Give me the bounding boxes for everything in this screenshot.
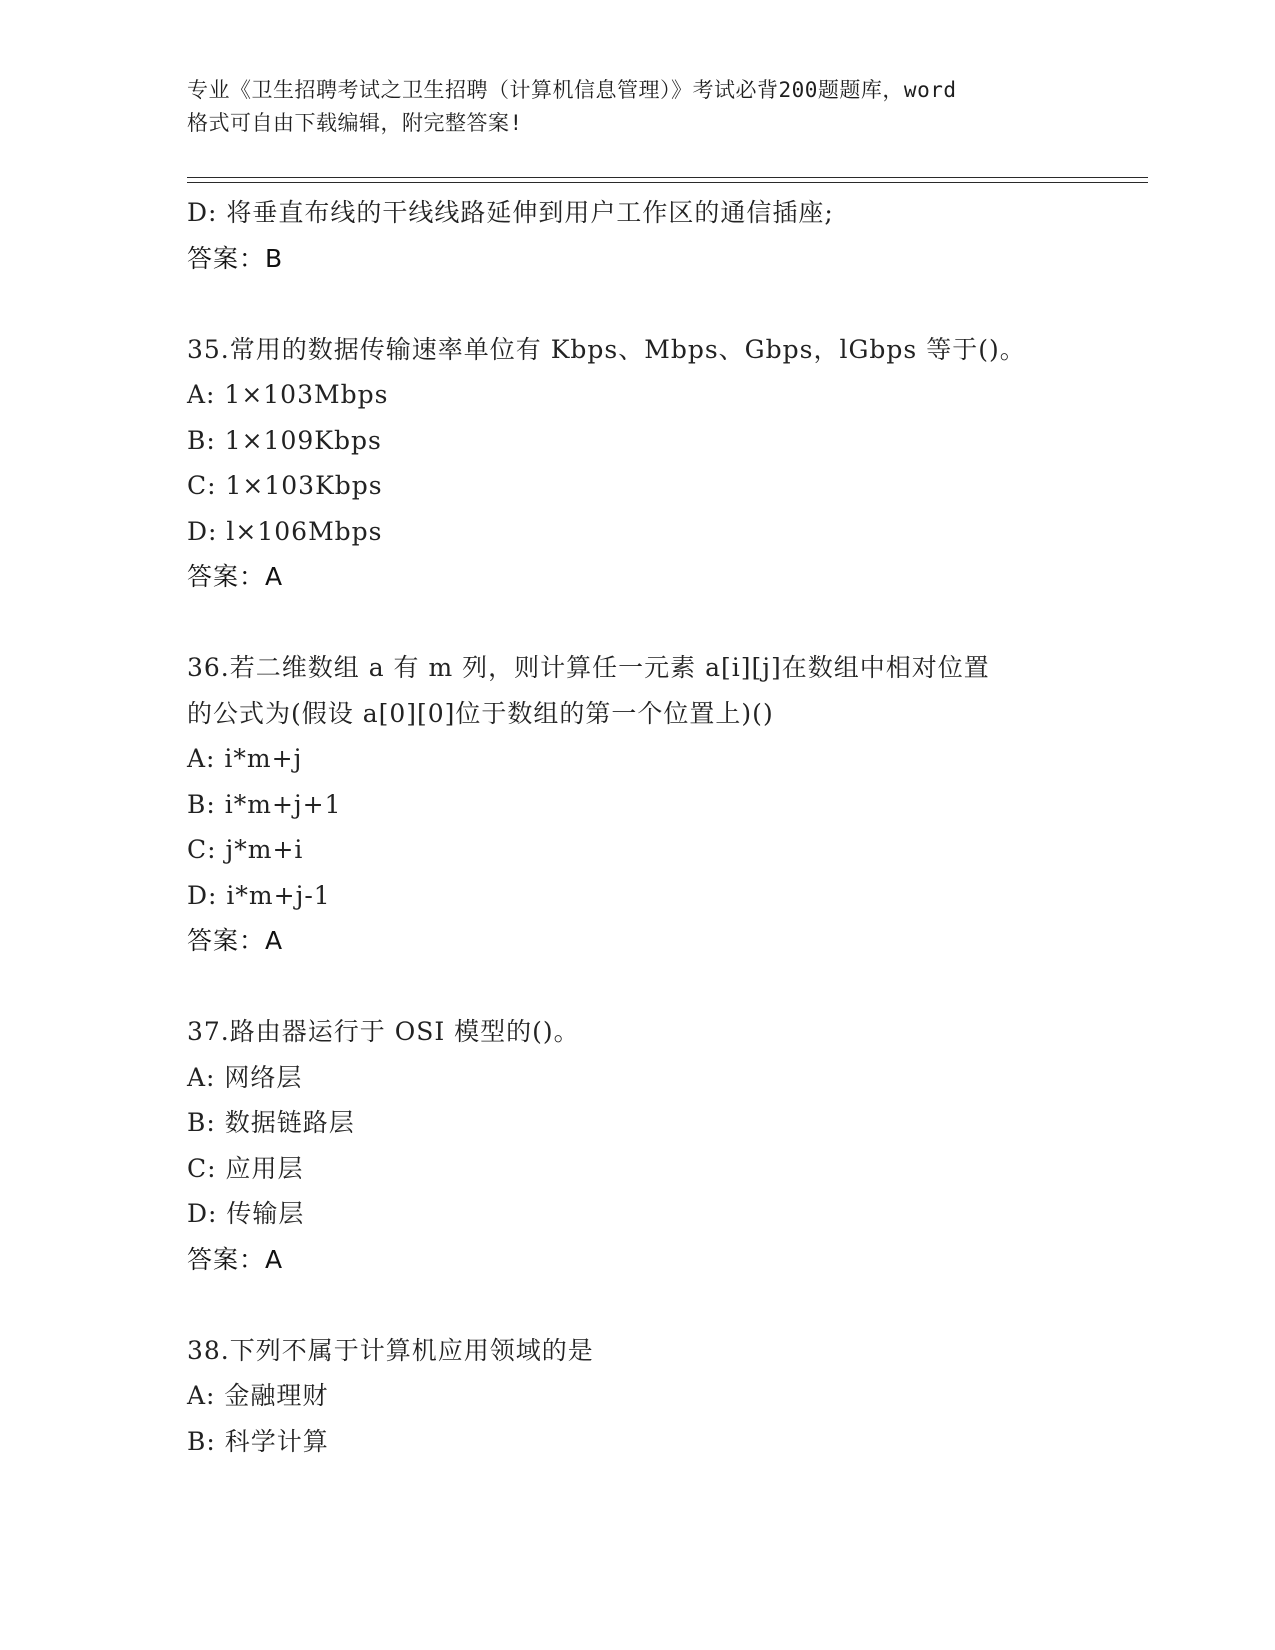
question-block-34 xyxy=(187,190,1087,281)
option-b: B: 科学计算 xyxy=(187,1426,329,1456)
spacer xyxy=(187,1282,1087,1328)
header-divider-top xyxy=(187,177,1148,178)
option-c: C: j*m+i xyxy=(187,835,304,864)
option-a: A: 网络层 xyxy=(187,1062,303,1092)
question-text: 37.路由器运行于 OSI 模型的()。 xyxy=(187,1017,580,1046)
option-d: D: 传输层 xyxy=(187,1199,305,1228)
answer-label: 答案：A xyxy=(187,1244,284,1274)
document-header xyxy=(187,74,1107,140)
question-text: 38.下列不属于计算机应用领域的是 xyxy=(187,1335,594,1365)
option-b: B: i*m+j+1 xyxy=(187,789,342,819)
question-list xyxy=(187,190,1087,1464)
question-block-35 xyxy=(187,327,1087,600)
option-d: D: i*m+j-1 xyxy=(187,880,331,910)
question-block-38 xyxy=(187,1328,1087,1465)
question-block-36 xyxy=(187,645,1087,964)
header-divider-bottom xyxy=(187,182,1148,183)
answer-label: 答案：B xyxy=(187,243,284,273)
question-block-37 xyxy=(187,1009,1087,1282)
option-b: B: 1×109Kbps xyxy=(187,425,382,455)
option-c: C: 1×103Kbps xyxy=(187,471,383,500)
question-text: 36.若二维数组 a 有 m 列，则计算任一元素 a[i][j]在数组中相对位置 xyxy=(187,653,990,682)
header-line-2: 格式可自由下载编辑，附完整答案! xyxy=(187,111,523,135)
header-line-1: 专业《卫生招聘考试之卫生招聘（计算机信息管理）》考试必背200题题库，word xyxy=(187,78,957,102)
question-text: 35.常用的数据传输速率单位有 Kbps、Mbps、Gbps，lGbps 等于()。 xyxy=(187,334,1026,364)
option-a: A: 1×103Mbps xyxy=(187,380,389,409)
spacer xyxy=(187,964,1087,1010)
answer-label: 答案：A xyxy=(187,926,284,955)
option-c: C: 应用层 xyxy=(187,1153,304,1183)
option-d: D: 将垂直布线的干线线路延伸到用户工作区的通信插座; xyxy=(187,198,834,227)
option-a: A: i*m+j xyxy=(187,744,303,773)
option-b: B: 数据链路层 xyxy=(187,1108,355,1137)
spacer xyxy=(187,600,1087,646)
question-text-continued: 的公式为(假设 a[0][0]位于数组的第一个位置上)() xyxy=(187,698,774,728)
spacer xyxy=(187,281,1087,327)
option-a: A: 金融理财 xyxy=(187,1381,329,1410)
answer-label: 答案：A xyxy=(187,562,284,591)
option-d: D: l×106Mbps xyxy=(187,516,383,546)
